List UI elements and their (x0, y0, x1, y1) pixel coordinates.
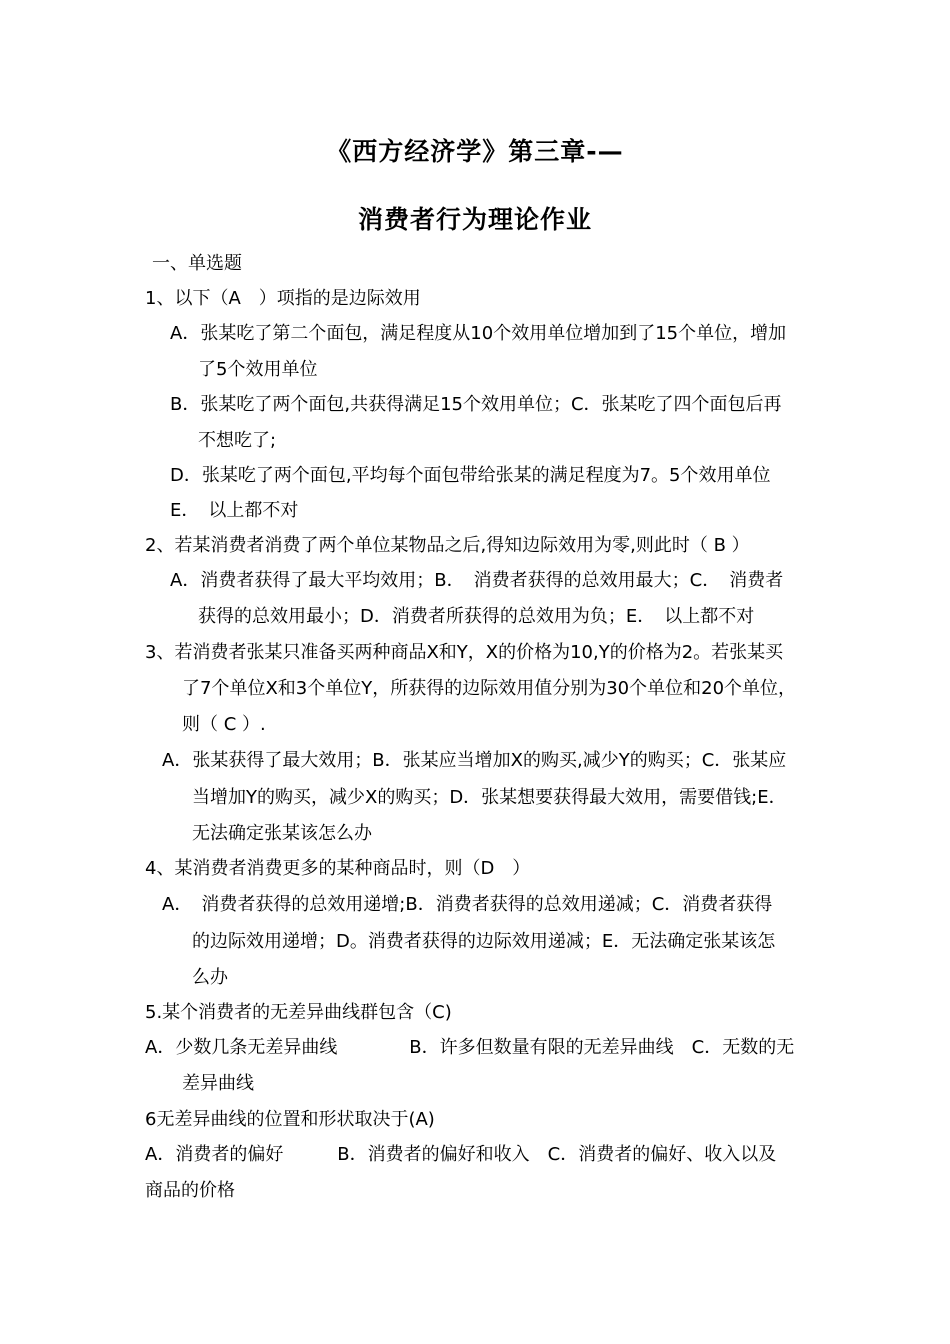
question-1-option-d: D．张某吃了两个面包,平均每个面包带给张某的满足程度为7。5个效用单位 (170, 465, 771, 486)
question-4-options-cont: 的边际效用递增；D。消费者获得的边际效用递减；E．无法确定张某该怎 (192, 931, 776, 952)
question-1-option-a: A．张某吃了第二个面包，满足程度从10个效用单位增加到了15个单位，增加 (170, 323, 787, 344)
question-3-options-cont: 当增加Y的购买，减少X的购买；D．张某想要获得最大效用，需要借钱;E． (192, 787, 787, 808)
section-heading: 一、单选题 (152, 253, 242, 274)
question-3-options: A．张某获得了最大效用；B．张某应当增加X的购买,减少Y的购买；C．张某应 (162, 750, 787, 771)
question-2-options: A．消费者获得了最大平均效用；B． 消费者获得的总效用最大；C． 消费者 (170, 570, 784, 591)
question-4: 4、某消费者消费更多的某种商品时，则（D ） (145, 858, 531, 879)
question-1-option-e: E． 以上都不对 (170, 500, 299, 521)
question-1-option-a-cont: 了5个效用单位 (198, 359, 318, 380)
question-1-option-c-cont: 不想吃了; (198, 430, 277, 451)
question-6: 6无差异曲线的位置和形状取决于(A) (145, 1109, 435, 1130)
question-1-option-b-c: B．张某吃了两个面包,共获得满足15个效用单位；C．张某吃了四个面包后再 (170, 394, 782, 415)
document-title-line-1: 《西方经济学》第三章-— (326, 137, 624, 166)
question-2-options-cont: 获得的总效用最小；D．消费者所获得的总效用为负；E． 以上都不对 (198, 606, 755, 627)
question-5: 5.某个消费者的无差异曲线群包含（C) (145, 1002, 452, 1023)
question-4-options-cont-2: 么办 (192, 967, 228, 988)
question-2: 2、若某消费者消费了两个单位某物品之后,得知边际效用为零,则此时（ B ） (145, 535, 750, 556)
question-5-options: A．少数几条无差异曲线 B．许多但数量有限的无差异曲线 C．无数的无 (145, 1037, 795, 1058)
question-5-options-cont: 差异曲线 (182, 1073, 254, 1094)
question-3-cont: 了7个单位X和3个单位Y，所获得的边际效用值分别为30个单位和20个单位， (182, 678, 797, 699)
question-1: 1、以下（A ）项指的是边际效用 (145, 288, 421, 309)
document-title-line-2: 消费者行为理论作业 (357, 205, 592, 234)
question-4-options: A． 消费者获得的总效用递增;B．消费者获得的总效用递减；C．消费者获得 (162, 894, 773, 915)
question-6-options: A．消费者的偏好 B．消费者的偏好和收入 C．消费者的偏好、收入以及 (145, 1144, 777, 1165)
question-3-answer: 则（ C ）. (182, 714, 266, 735)
question-6-options-cont: 商品的价格 (145, 1180, 235, 1201)
question-3: 3、若消费者张某只准备买两种商品X和Y，X的价格为10,Y的价格为2。若张某买 (145, 642, 784, 663)
question-3-options-cont-2: 无法确定张某该怎么办 (192, 823, 372, 844)
